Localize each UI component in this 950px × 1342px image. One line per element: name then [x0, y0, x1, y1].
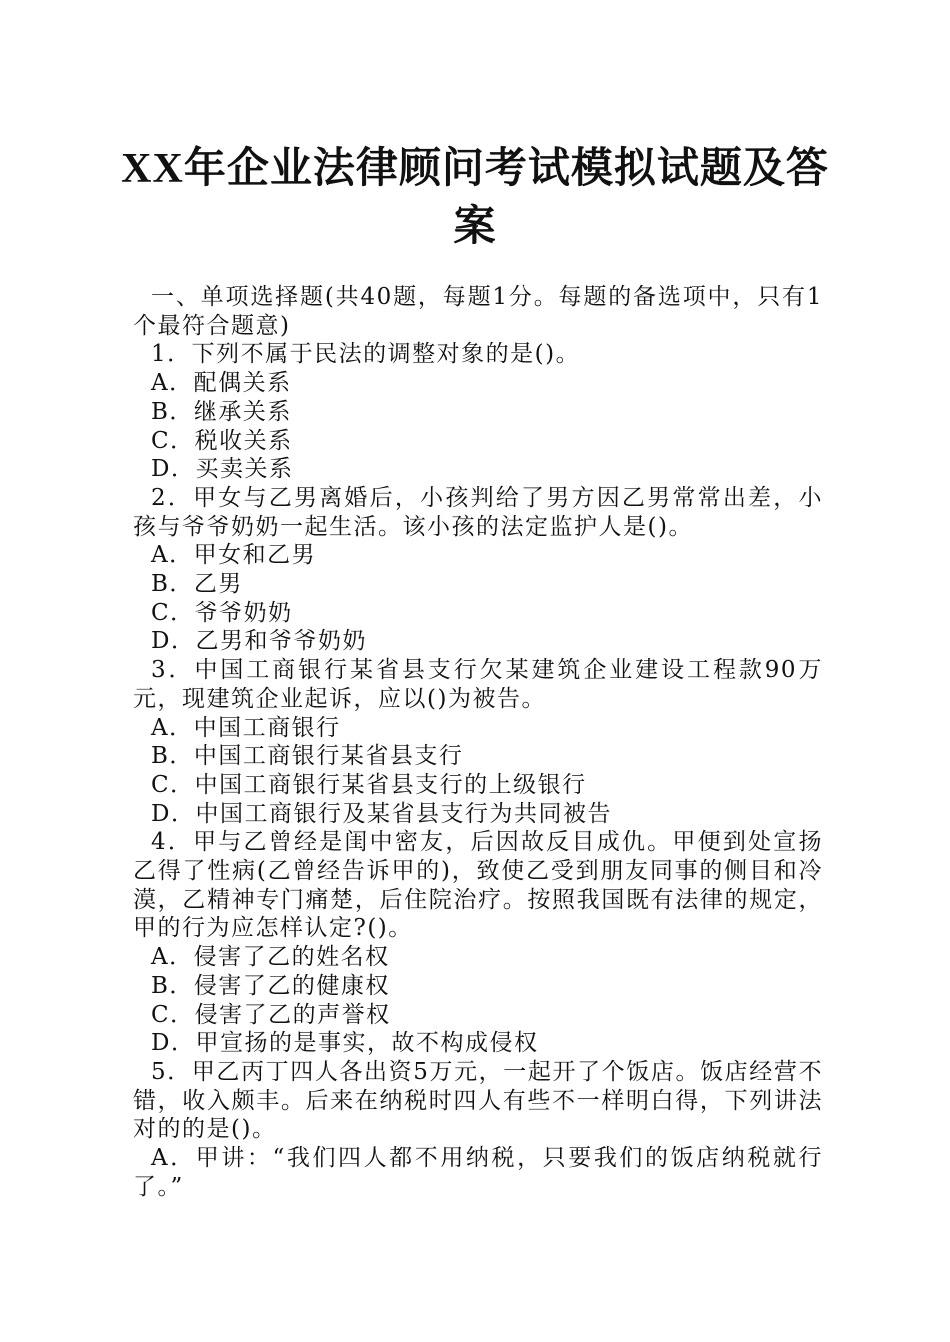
question-3-option-c: C．中国工商银行某省县支行的上级银行: [151, 771, 587, 798]
question-4-option-d: D．甲宣扬的是事实，故不构成侵权: [151, 1030, 539, 1057]
question-5-stem: 5．甲乙丙丁四人各出资5万元，一起开了个饭店。饭店经营不错，收入颇丰。后来在纳税时四人有些不一样明白得，下列讲法对的的是()。: [133, 1058, 823, 1143]
question-1-option-c: C．税收关系: [151, 427, 293, 454]
question-2-option-c: C．爷爷奶奶: [151, 599, 293, 626]
document-body: [133, 283, 823, 1202]
question-5-option-a: A．甲讲：“我们四人都不用纳税，只要我们的饭店纳税就行了。”: [133, 1145, 823, 1200]
question-3-option-d: D．中国工商银行及某省县支行为共同被告: [151, 800, 612, 827]
question-2-stem: 2．甲女与乙男离婚后，小孩判给了男方因乙男常常出差，小孩与爷爷奶奶一起生活。该小孩的法定监护人是()。: [133, 484, 823, 540]
question-3-option-a: A．中国工商银行: [151, 714, 341, 741]
question-4-stem: 4．甲与乙曾经是闺中密友，后因故反目成仇。甲便到处宣扬乙得了性病(乙曾经告诉甲的)，致使乙受到朋友同事的侧目和冷漠，乙精神专门痛楚，后住院治疗。按照我国既有法律的规定，甲的行为应怎样认定?()。: [133, 829, 823, 942]
question-4-option-c: C．侵害了乙的声誉权: [151, 1001, 391, 1028]
question-1-option-a: A．配偶关系: [151, 370, 292, 397]
question-4-option-b: B．侵害了乙的健康权: [151, 972, 390, 999]
question-1-option-b: B．继承关系: [151, 398, 292, 425]
question-4-option-a: A．侵害了乙的姓名权: [151, 944, 390, 971]
question-2-option-b: B．乙男: [151, 571, 243, 598]
document-title: XX年企业法律顾问考试模拟试题及答案: [121, 146, 829, 250]
question-1-stem: 1．下列不属于民法的调整对象的是()。: [151, 341, 581, 368]
question-3-option-b: B．中国工商银行某省县支行: [151, 743, 464, 770]
question-1-option-d: D．买卖关系: [151, 456, 294, 483]
section-heading: 一、单项选择题(共40题，每题1分。每题的备选项中，只有1个最符合题意): [133, 284, 823, 339]
question-3-stem: 3．中国工商银行某省县支行欠某建筑企业建设工程款90万元，现建筑企业起诉，应以()为被告。: [133, 657, 823, 712]
question-2-option-d: D．乙男和爷爷奶奶: [151, 628, 367, 655]
question-2-option-a: A．甲女和乙男: [151, 542, 317, 569]
